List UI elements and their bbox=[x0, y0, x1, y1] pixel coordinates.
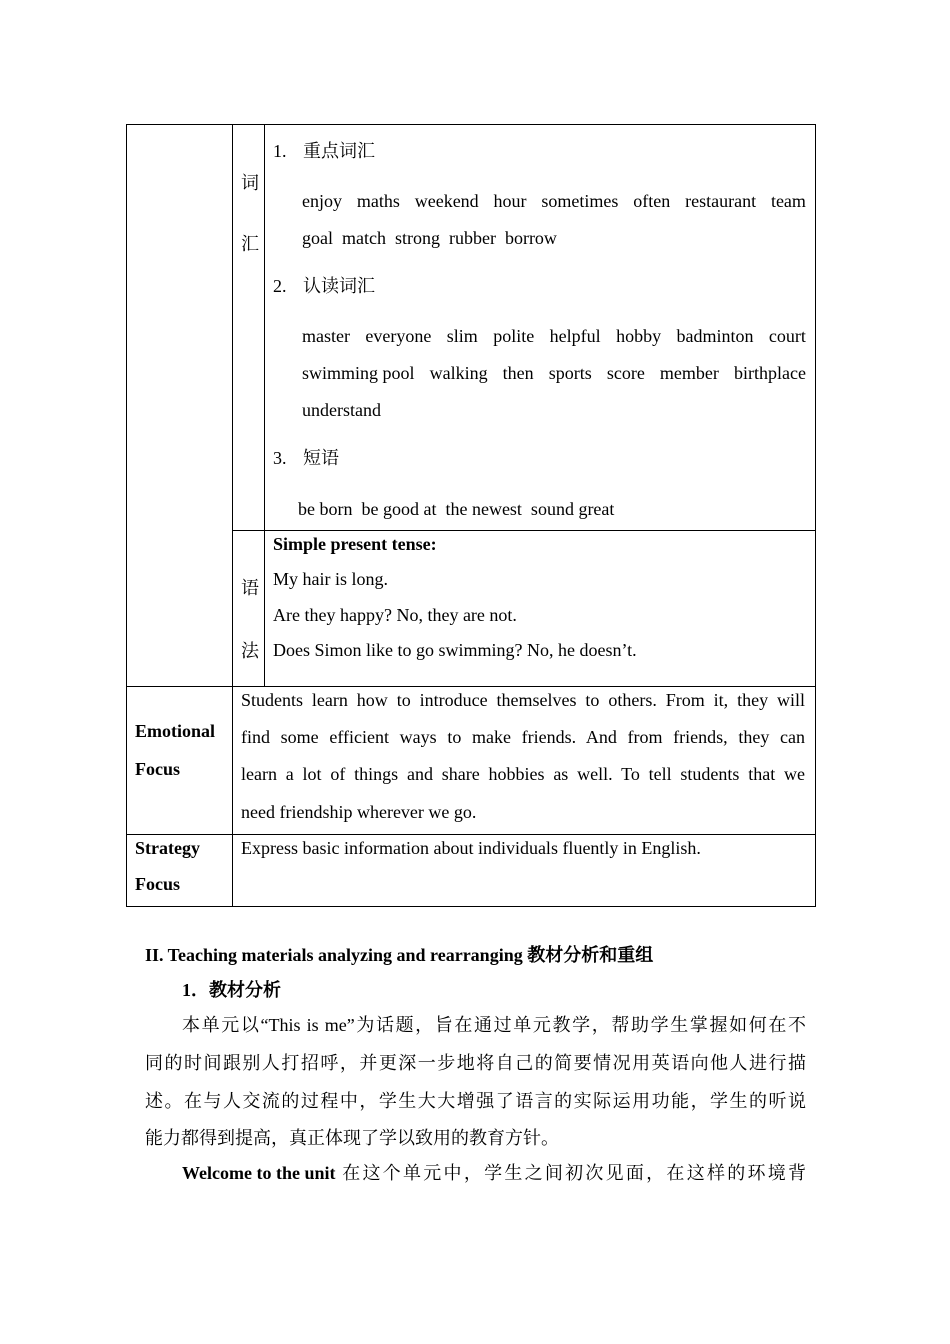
word: swimming pool bbox=[302, 363, 415, 383]
objectives-table bbox=[126, 124, 816, 907]
word: team bbox=[770, 191, 806, 211]
grammar-line: My hair is long. bbox=[273, 569, 388, 589]
word: then bbox=[502, 363, 534, 383]
vocab-sec1-number: 1. bbox=[273, 141, 287, 161]
word: restaurant bbox=[685, 191, 757, 211]
emotional-label-line2: Focus bbox=[135, 759, 180, 779]
emotional-text-line: Students learn how to introduce themselves to others. From it, they will bbox=[241, 690, 805, 710]
grammar-label-char1: 语 bbox=[241, 578, 259, 598]
word: member bbox=[659, 363, 719, 383]
table-divider-vocab-grammar bbox=[232, 530, 816, 531]
welcome-bold: Welcome to the unit bbox=[182, 1163, 336, 1183]
table-divider-subcol bbox=[264, 124, 265, 686]
paragraph-line: 述。在与人交流的过程中，学生大大增强了语言的实际运用功能，学生的听说 bbox=[145, 1091, 806, 1111]
table-border-right bbox=[815, 124, 816, 907]
paragraph-line: 能力都得到提高，真正体现了学以致用的教育方针。 bbox=[145, 1128, 559, 1148]
emotional-text-line: learn a lot of things and share hobbies as well. To tell students that we bbox=[241, 764, 805, 784]
vocab-sec1-title: 重点词汇 bbox=[303, 141, 375, 161]
vocab-sec1-line1 bbox=[302, 192, 806, 210]
section2-heading-en: II. Teaching materials analyzing and rearranging bbox=[145, 945, 523, 965]
strategy-label-line1: Strategy bbox=[135, 838, 200, 858]
word: hobby bbox=[616, 326, 662, 346]
welcome-line bbox=[182, 1164, 806, 1182]
table-border-top bbox=[126, 124, 816, 125]
word: maths bbox=[356, 191, 400, 211]
word: enjoy bbox=[302, 191, 342, 211]
word: score bbox=[606, 363, 645, 383]
vocab-sec2-line2 bbox=[302, 364, 806, 382]
paragraph-line: 本单元以“This is me”为话题，旨在通过单元教学，帮助学生掌握如何在不 bbox=[182, 1015, 806, 1035]
word: slim bbox=[446, 326, 478, 346]
grammar-title: Simple present tense: bbox=[273, 534, 437, 554]
word: sometimes bbox=[541, 191, 619, 211]
vocab-sec2-line3: understand bbox=[302, 400, 381, 420]
vocab-sec2-number: 2. bbox=[273, 276, 287, 296]
welcome-rest: 在这个单元中，学生之间初次见面，在这样的环境背 bbox=[335, 1163, 806, 1183]
strategy-text: Express basic information about individuals fluently in English. bbox=[241, 838, 701, 858]
vocab-sec3-line1: be born be good at the newest sound great bbox=[298, 499, 615, 519]
table-divider-emotional bbox=[126, 686, 816, 687]
section2-subheading: 1．教材分析 bbox=[182, 980, 281, 1000]
table-divider-label-col bbox=[232, 124, 233, 907]
grammar-line: Are they happy? No, they are not. bbox=[273, 605, 517, 625]
vocab-sec1-line2: goal match strong rubber borrow bbox=[302, 228, 557, 248]
word: helpful bbox=[549, 326, 601, 346]
emotional-text-line: need friendship wherever we go. bbox=[241, 802, 477, 822]
word: weekend bbox=[414, 191, 479, 211]
word: hour bbox=[493, 191, 527, 211]
word: birthplace bbox=[733, 363, 806, 383]
emotional-text-line: find some efficient ways to make friends. And from friends, they can bbox=[241, 727, 805, 747]
vocab-sec2-title: 认读词汇 bbox=[303, 276, 375, 296]
strategy-label-line2: Focus bbox=[135, 874, 180, 894]
vocab-sec2-line1 bbox=[302, 327, 806, 345]
section2-heading-cn: 教材分析和重组 bbox=[527, 945, 654, 965]
vocab-label-char1: 词 bbox=[241, 173, 259, 193]
section2-heading bbox=[145, 946, 653, 964]
paragraph-line: 同的时间跟别人打招呼，并更深一步地将自己的简要情况用英语向他人进行描 bbox=[145, 1053, 806, 1073]
vocab-sec3-number: 3. bbox=[273, 448, 287, 468]
vocab-sec3-title: 短语 bbox=[303, 448, 339, 468]
table-border-left bbox=[126, 124, 127, 907]
word: walking bbox=[429, 363, 488, 383]
word: often bbox=[633, 191, 671, 211]
grammar-label-char2: 法 bbox=[241, 641, 259, 661]
emotional-label-line1: Emotional bbox=[135, 721, 216, 741]
word: polite bbox=[493, 326, 535, 346]
word: everyone bbox=[365, 326, 432, 346]
word: sports bbox=[548, 363, 592, 383]
table-divider-strategy bbox=[126, 834, 816, 835]
grammar-line: Does Simon like to go swimming? No, he doesn’t. bbox=[273, 640, 637, 660]
word: badminton bbox=[676, 326, 754, 346]
word: master bbox=[302, 326, 350, 346]
vocab-label-char2: 汇 bbox=[241, 234, 259, 254]
table-border-bottom bbox=[126, 906, 816, 907]
word: court bbox=[768, 326, 806, 346]
